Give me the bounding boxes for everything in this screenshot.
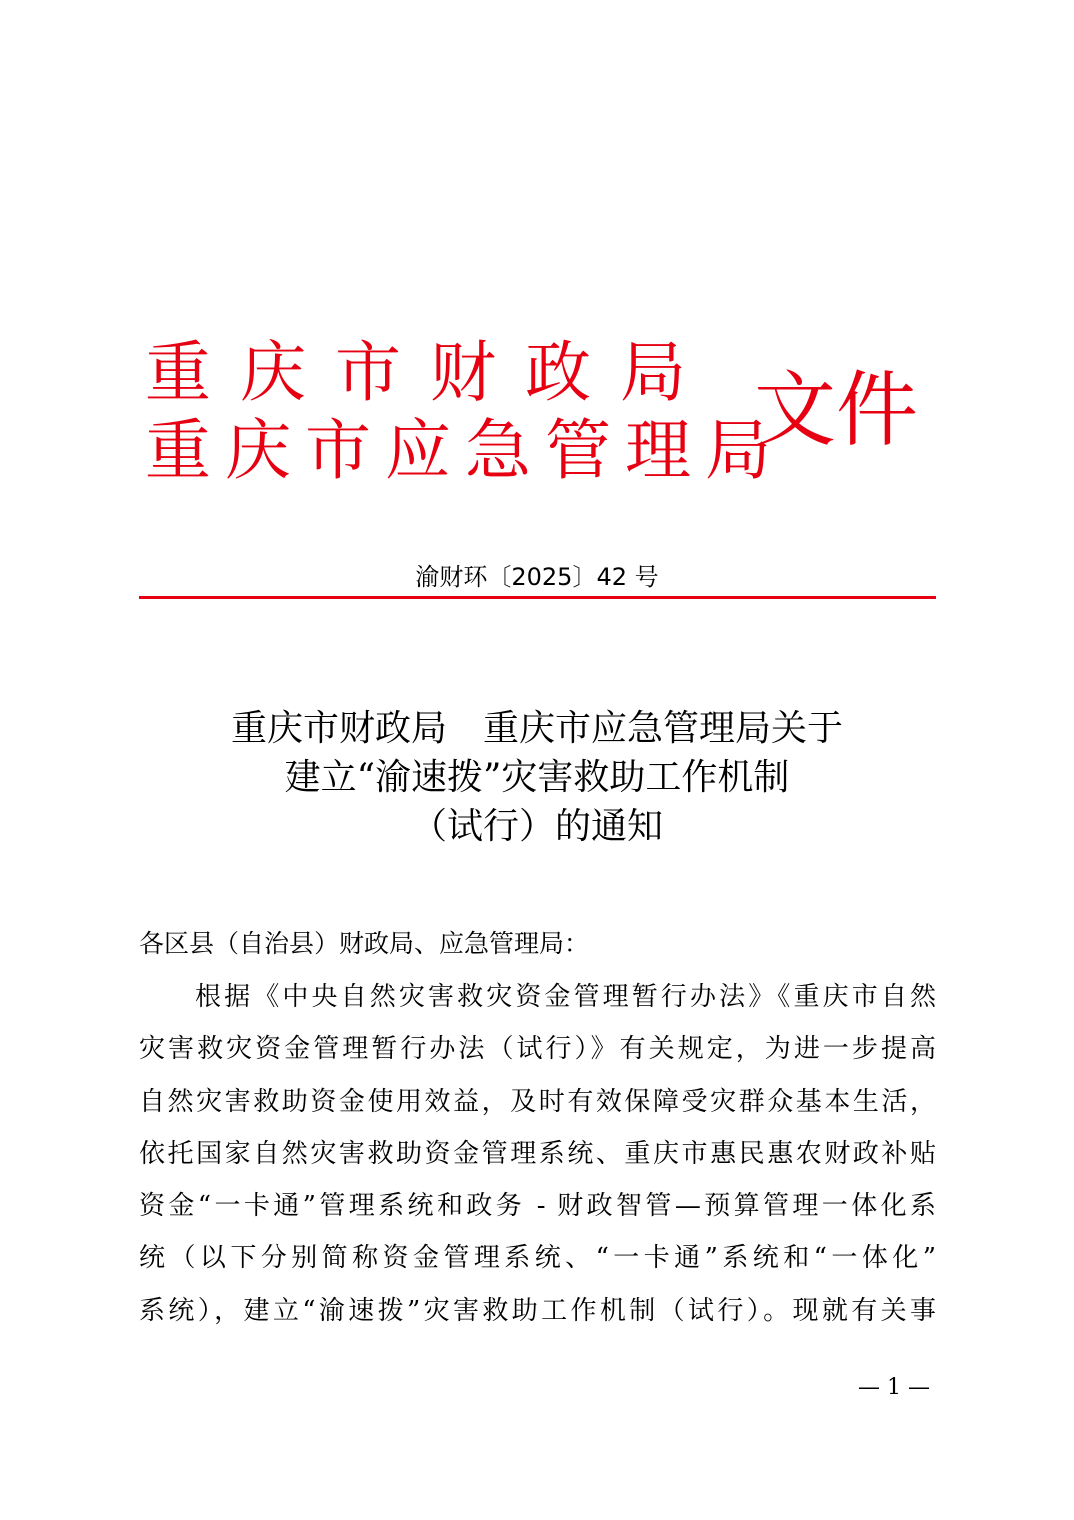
body-line: 系统），建立“渝速拨”灾害救助工作机制（试行）。现就有关事 [139,1295,936,1326]
body-line: 自然灾害救助资金使用效益，及时有效保障受灾群众基本生活， [139,1086,936,1117]
body-paragraph [139,977,936,1343]
body-line: 资金“一卡通”管理系统和政务 - 财政智管—预算管理一体化系 [139,1191,936,1222]
issuing-org-finance-bureau: 重庆市财政局 [145,334,715,411]
body-line: 统（以下分别简称资金管理系统、“一卡通”系统和“一体化” [139,1243,936,1274]
body-line: 灾害救灾资金管理暂行办法（试行）》有关规定，为进一步提高 [139,1034,936,1065]
document-number: 渝财环〔2025〕42 号 [415,563,659,591]
addressee: 各区县（自治县）财政局、应急管理局： [139,929,590,958]
issuing-org-emergency-bureau: 重庆市应急管理局 [145,412,785,489]
document-type-label: 文件 [754,363,919,458]
title-line-2: 建立“渝速拨”灾害救助工作机制 [284,757,790,798]
body-line: 根据《中央自然灾害救灾资金管理暂行办法》《重庆市自然 [195,982,936,1012]
page-number: — 1 — [858,1375,930,1400]
body-line: 依托国家自然灾害救助资金管理系统、重庆市惠民惠农财政补贴 [139,1138,936,1169]
title-line-3: （试行）的通知 [410,806,663,847]
title-line-1: 重庆市财政局 重庆市应急管理局关于 [230,708,843,749]
document-title [0,704,1074,851]
red-divider-line [139,596,936,599]
